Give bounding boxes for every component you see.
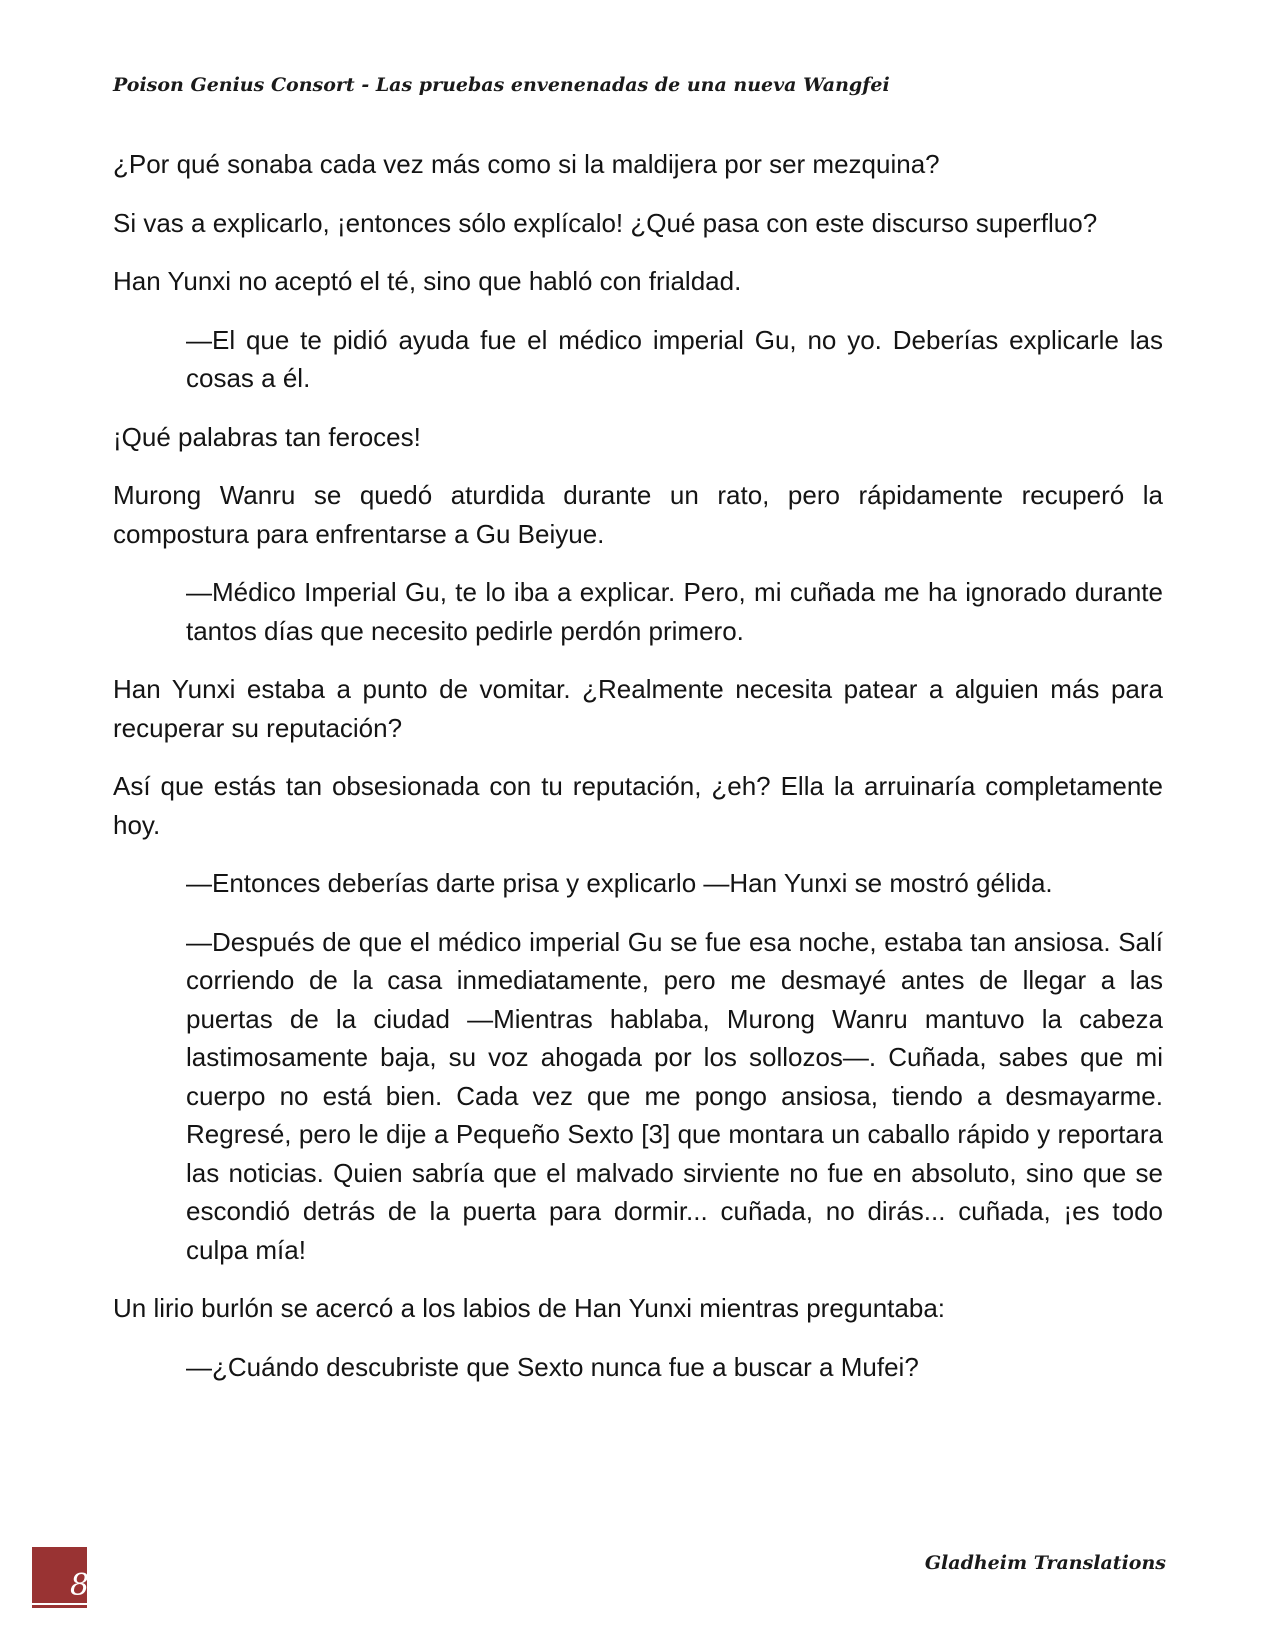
dialogue-paragraph: —Después de que el médico imperial Gu se fue esa noche, estaba tan ansiosa. Salí corriendo de la casa inmediatamente, pero me desmayé antes de llegar a las puertas de la ciudad —Mientras hablaba, Murong Wanru mantuvo la cabeza lastimosamente baja, su voz ahogada por los sollozos—. Cuñada, sabes que mi cuerpo no está bien. Cada vez que me pongo ansiosa, tiendo a desmayarme. Regresé, pero le dije a Pequeño Sexto [3] que montara un caballo rápido y reportara las noticias. Quien sabría que el malvado sirviente no fue en absoluto, sino que se escondió detrás de la puerta para dormir... cuñada, no dirás... cuñada, ¡es todo culpa mía! [186, 926, 1163, 1265]
paragraph: Murong Wanru se quedó aturdida durante un rato, pero rápidamente recuperó la compostura para enfrentarse a Gu Beiyue. [113, 480, 1163, 549]
dialogue-paragraph: —Médico Imperial Gu, te lo iba a explicar. Pero, mi cuñada me ha ignorado durante tantos días que necesito pedirle perdón primero. [186, 577, 1163, 646]
dialogue-paragraph: —¿Cuándo descubriste que Sexto nunca fue a buscar a Mufei? [186, 1351, 919, 1382]
page-number: 8 [70, 1568, 90, 1603]
chapter-body [113, 145, 1163, 1406]
paragraph: Un lirio burlón se acercó a los labios de Han Yunxi mientras preguntaba: [113, 1293, 945, 1323]
footer-credit: Gladheim Translations [924, 1552, 1166, 1574]
dialogue-paragraph: —Entonces deberías darte prisa y explicarlo —Han Yunxi se mostró gélida. [186, 868, 1053, 898]
paragraph: Así que estás tan obsesionada con tu reputación, ¿eh? Ella la arruinaría completamente hoy. [113, 771, 1163, 840]
paragraph: ¡Qué palabras tan feroces! [113, 421, 421, 452]
page-number-underline [32, 1605, 87, 1608]
running-header-title: Poison Genius Consort - Las pruebas envenenadas de una nueva Wangfei [113, 74, 890, 96]
paragraph: ¿Por qué sonaba cada vez más como si la maldijera por ser mezquina? [113, 149, 940, 179]
paragraph: Si vas a explicarlo, ¡entonces sólo explícalo! ¿Qué pasa con este discurso superfluo? [113, 207, 1098, 238]
paragraph: Han Yunxi estaba a punto de vomitar. ¿Realmente necesita patear a alguien más para recuperar su reputación? [113, 674, 1163, 743]
dialogue-paragraph: —El que te pidió ayuda fue el médico imperial Gu, no yo. Deberías explicarle las cosas a él. [186, 324, 1163, 393]
paragraph: Han Yunxi no aceptó el té, sino que habló con frialdad. [113, 266, 742, 296]
